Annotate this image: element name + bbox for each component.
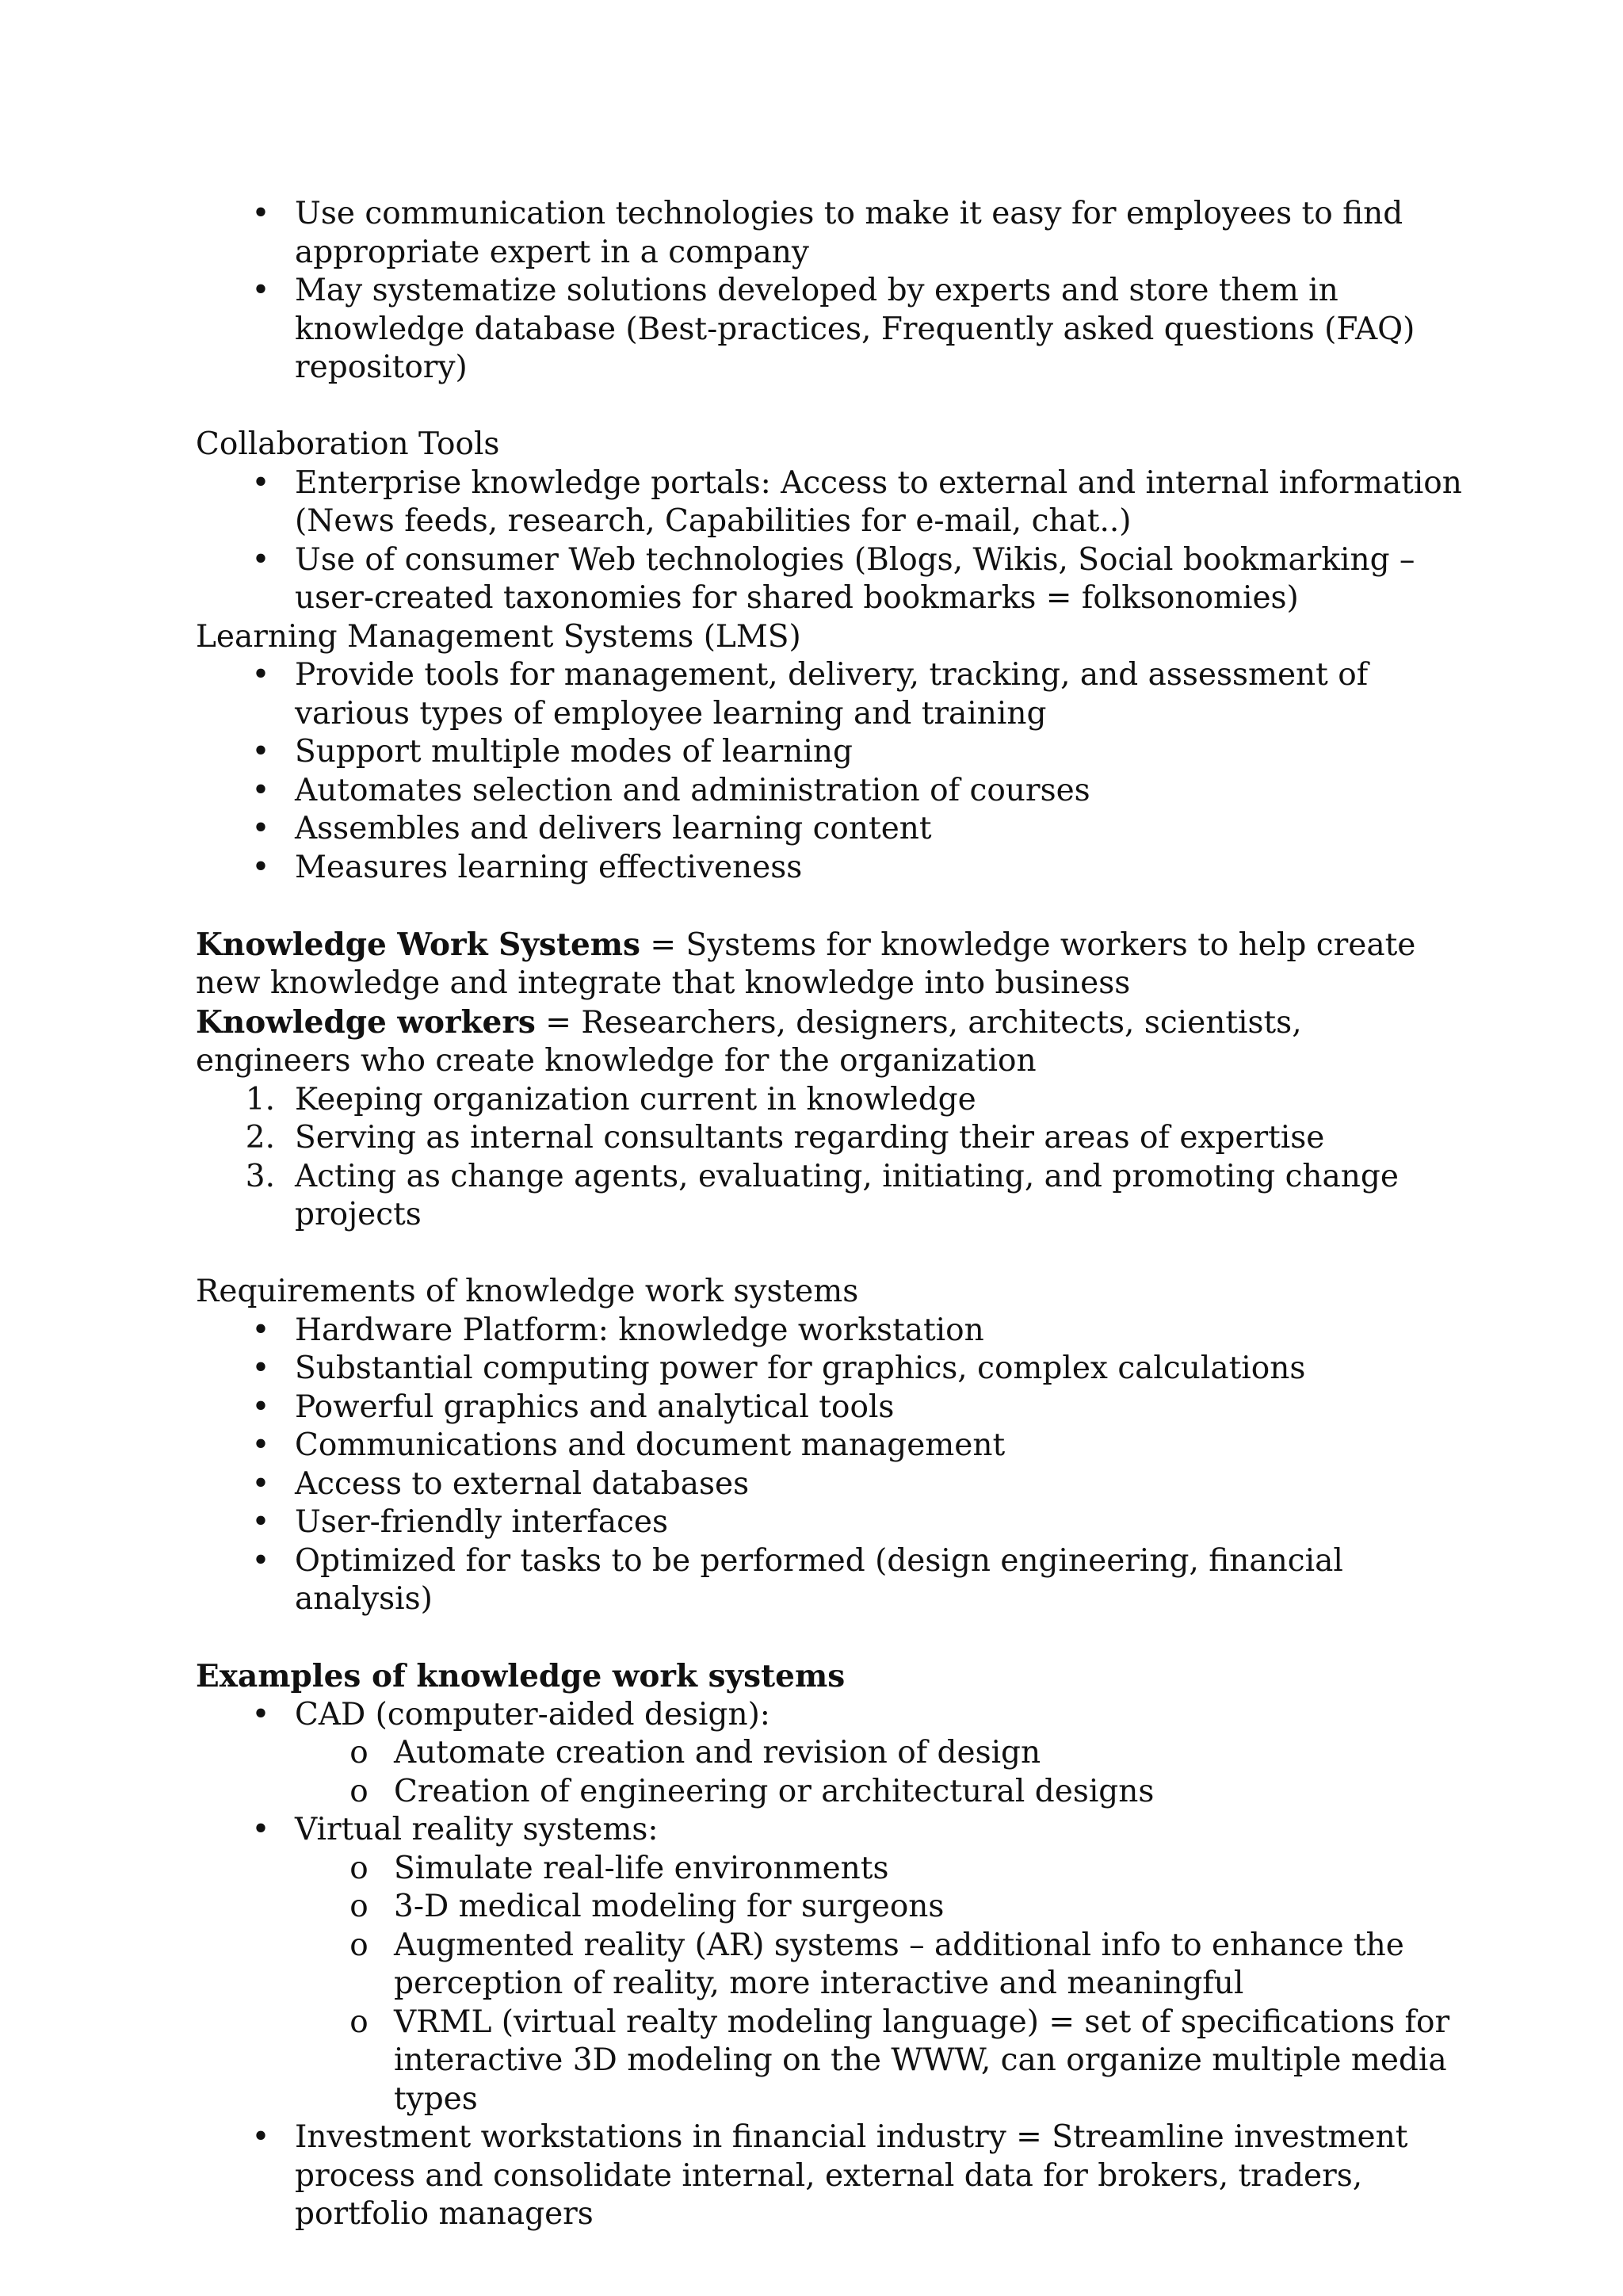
bullet-icon: • <box>251 1542 270 1579</box>
list-item: • Measures learning effectiveness <box>196 849 1464 888</box>
list-item: 1. Keeping organization current in knowledge <box>245 1081 976 1117</box>
circle-bullet-icon: o <box>349 1773 369 1809</box>
kw-term: Knowledge workers <box>196 1003 536 1041</box>
kws-definition: Knowledge Work Systems = Systems for knowledge workers to help create new knowledge and integrate that knowledge into business <box>196 926 1416 1001</box>
bullet-icon: • <box>251 196 270 231</box>
circle-bullet-icon: o <box>349 1927 369 1963</box>
bullet-icon: • <box>251 1350 270 1386</box>
document-content <box>196 195 1464 2234</box>
list-item: • May systematize solutions developed by experts and store them in knowledge database (Best-practices, Frequently asked questions (FAQ) repository) <box>196 272 1464 388</box>
bullet-icon: • <box>251 1465 270 1502</box>
bullet-icon: • <box>251 734 270 770</box>
requirements-heading: Requirements of knowledge work systems <box>196 1274 859 1309</box>
list-item: • Access to external databases <box>196 1465 1464 1504</box>
kws-term: Knowledge Work Systems <box>196 926 641 963</box>
list-item: • Optimized for tasks to be performed (design engineering, financial analysis) <box>196 1542 1464 1619</box>
list-item: • Enterprise knowledge portals: Access to external and internal information (News feeds, research, Capabilities for e-mail, chat..) <box>196 464 1464 541</box>
bullet-icon: • <box>251 464 270 501</box>
bullet-icon: • <box>251 2119 270 2155</box>
circle-bullet-icon: o <box>349 1850 369 1886</box>
bullet-icon: • <box>251 772 270 808</box>
bullet-icon: • <box>251 1389 270 1425</box>
bullet-icon: • <box>251 811 270 846</box>
circle-bullet-icon: o <box>349 1889 369 1924</box>
lms-heading: Learning Management Systems (LMS) <box>196 618 801 655</box>
sub-list-item: o VRML (virtual realty modeling language) = set of specifications for interactive 3D modeling on the WWW, can organize multiple media types <box>196 2004 1464 2119</box>
bullet-icon: • <box>251 1312 270 1348</box>
list-item: • Assembles and delivers learning content <box>196 810 1464 849</box>
requirements-list <box>196 1312 1464 1619</box>
list-item: • Communications and document management <box>196 1427 1464 1465</box>
sub-list-item: o Automate creation and revision of design <box>196 1734 1464 1773</box>
sub-list-item: o 3-D medical modeling for surgeons <box>196 1888 1464 1927</box>
list-item: • Use communication technologies to make it easy for employees to find appropriate expert in a company <box>196 195 1464 272</box>
list-item: 3. Acting as change agents, evaluating, initiating, and promoting change projects <box>245 1158 1399 1232</box>
list-item: • Substantial computing power for graphics, complex calculations <box>196 1350 1464 1389</box>
list-item: • CAD (computer-aided design): <box>196 1696 1464 1735</box>
sub-list-item: o Creation of engineering or architectural designs <box>196 1773 1464 1812</box>
list-item: • Hardware Platform: knowledge workstation <box>196 1312 1464 1350</box>
list-item: • Use of consumer Web technologies (Blogs, Wikis, Social bookmarking – user-created taxonomies for shared bookmarks = folksonomies) <box>196 541 1464 618</box>
list-item: • Automates selection and administration of courses <box>196 772 1464 811</box>
lms-list <box>196 656 1464 887</box>
list-item: • Support multiple modes of learning <box>196 733 1464 772</box>
bullet-icon: • <box>251 273 270 308</box>
bullet-icon: • <box>251 1504 270 1540</box>
bullet-icon: • <box>251 657 270 693</box>
sub-list-item: o Simulate real-life environments <box>196 1850 1464 1889</box>
examples-heading: Examples of knowledge work systems <box>196 1658 846 1694</box>
sub-list-item: o Augmented reality (AR) systems – additional info to enhance the perception of reality, more interactive and meaningful <box>196 1927 1464 2004</box>
kw-definition: Knowledge workers = Researchers, designers, architects, scientists, engineers who create knowledge for the organization <box>196 1003 1302 1079</box>
list-item: • User-friendly interfaces <box>196 1503 1464 1542</box>
circle-bullet-icon: o <box>349 1735 369 1771</box>
list-item: • Investment workstations in financial industry = Streamline investment process and consolidate internal, external data for brokers, traders, portfolio managers <box>196 2118 1464 2234</box>
examples-list <box>196 1696 1464 2234</box>
list-item: • Powerful graphics and analytical tools <box>196 1389 1464 1427</box>
expert-list <box>196 195 1464 388</box>
bullet-icon: • <box>251 1427 270 1463</box>
list-item: 2. Serving as internal consultants regarding their areas of expertise <box>245 1120 1325 1156</box>
bullet-icon: • <box>251 541 270 578</box>
list-item: • Provide tools for management, delivery, tracking, and assessment of various types of employee learning and training <box>196 656 1464 733</box>
bullet-icon: • <box>251 1812 270 1847</box>
list-item: • Virtual reality systems: <box>196 1811 1464 1850</box>
kw-numbered-list <box>196 1081 1464 1235</box>
circle-bullet-icon: o <box>349 2004 369 2040</box>
bullet-icon: • <box>251 849 270 885</box>
collaboration-list <box>196 464 1464 618</box>
bullet-icon: • <box>251 1696 270 1733</box>
collaboration-heading: Collaboration Tools <box>196 426 500 462</box>
